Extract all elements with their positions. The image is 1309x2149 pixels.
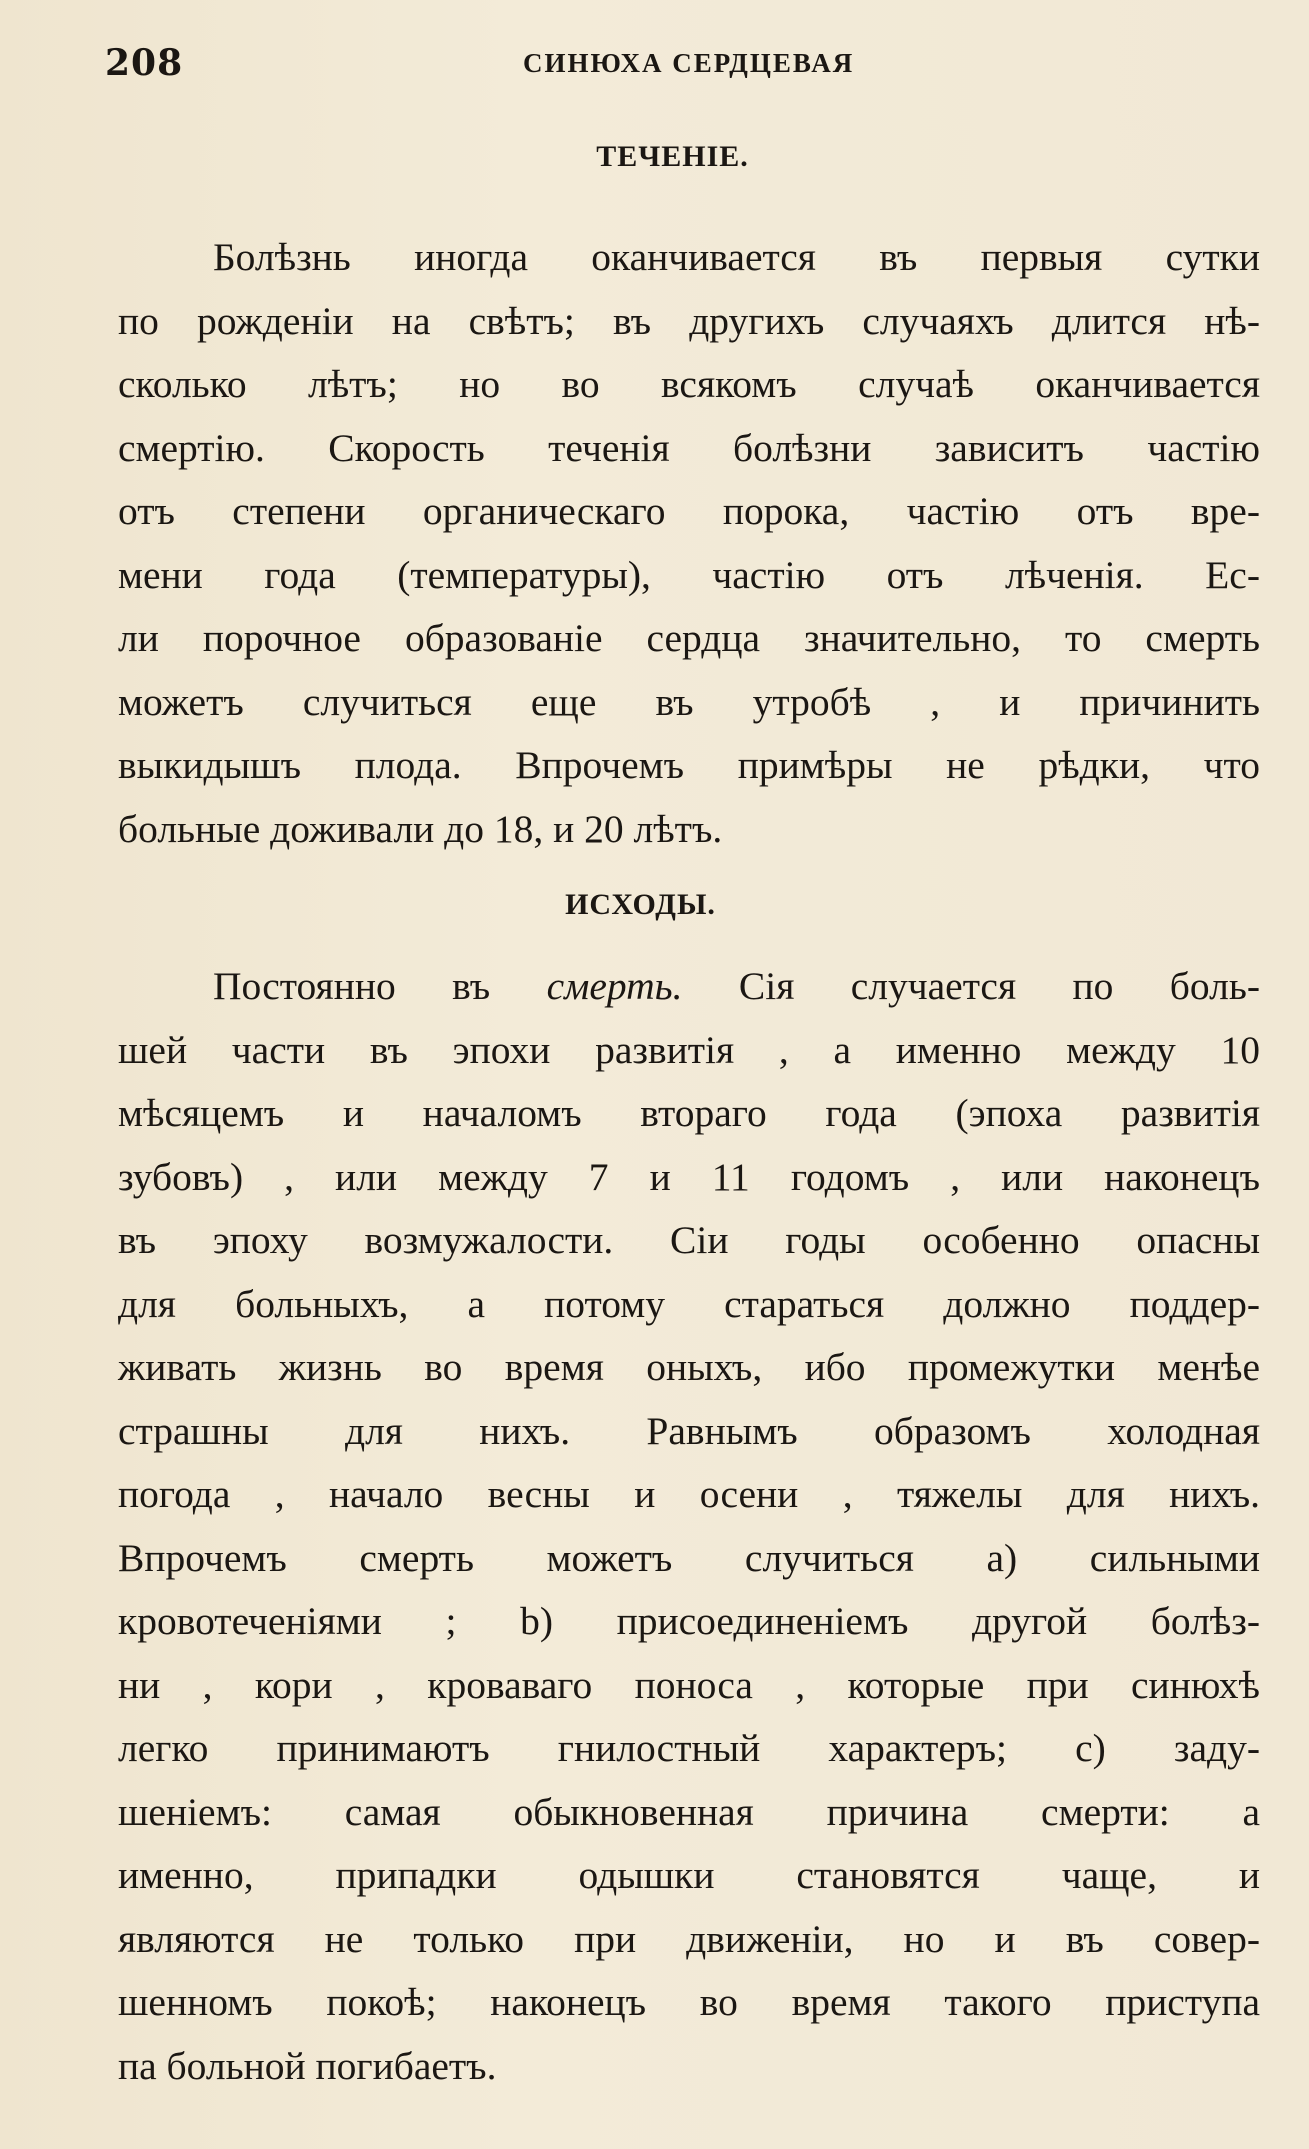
text-line: ни , кори , кроваваго поноса , которые при синюхѣ [118,1662,1260,1707]
text-line: зубовъ) , или между 7 и 11 годомъ , или наконецъ [118,1154,1260,1199]
text-line: страшны для нихъ. Равнымъ образомъ холодная [118,1408,1260,1453]
text-run: Постоянно въ [213,964,547,1008]
text-line-first [118,955,1260,1019]
text-line: для больныхъ, а потому стараться должно поддер- [118,1281,1260,1326]
page-number: 208 [105,42,184,84]
text-line: шей части въ эпохи развитія , а именно между 10 [118,1027,1260,1072]
text-line: шеніемъ: самая обыкновенная причина смерти: а [118,1789,1260,1834]
text-line: мени года (температуры), частію отъ лѣченія. Ес- [118,552,1260,597]
text-line: погода , начало весны и осени , тяжелы для нихъ. [118,1472,1260,1516]
text-line: мѣсяцемъ и началомъ втораго года (эпоха развитія [118,1091,1260,1135]
text-line: шенномъ покоѣ; наконецъ во время такого приступа [118,1980,1260,2024]
paragraph-outcomes [118,955,1260,2098]
text-line: можетъ случиться еще въ утробѣ , и причинить [118,679,1260,724]
section-heading-course: ТЕЧЕНІЕ. [596,140,749,173]
running-title: СИНЮХА СЕРДЦЕВАЯ [523,48,855,78]
text-line: Болѣзнь иногда оканчивается въ первыя сутки [213,235,1260,279]
text-line: больные доживали до 18, и 20 лѣтъ. [118,806,723,851]
text-line: живать жизнь во время оныхъ, ибо промежутки менѣе [118,1345,1260,1389]
text-line: па больной погибаетъ. [118,2043,497,2088]
text-line: смертію. Скорость теченія болѣзни зависитъ частію [118,425,1260,470]
text-line: Впрочемъ смерть можетъ случиться a) сильными [118,1535,1260,1580]
text-line: отъ степени органическаго порока, частію отъ вре- [118,489,1260,533]
text-line: ли порочное образованіе сердца значительно, то смерть [118,616,1260,660]
paragraph-course [118,226,1260,861]
text-line: въ эпоху возмужалости. Сіи годы особенно опасны [118,1218,1260,1262]
text-line: являются не только при движеніи, но и въ совер- [118,1916,1260,1961]
text-line: выкидышъ плода. Впрочемъ примѣры не рѣдки, что [118,743,1260,787]
text-run: Сія случается по боль- [682,964,1261,1008]
text-line: по рожденіи на свѣтъ; въ другихъ случаяхъ длится нѣ- [118,298,1260,343]
text-line: именно, припадки одышки становятся чаще, и [118,1853,1260,1897]
emphasis-word: смерть. [546,964,683,1008]
section-heading-outcomes: ИСХОДЫ. [565,888,716,921]
text-line: кровотеченіями ; b) присоединеніемъ другой болѣз- [118,1599,1260,1643]
text-line: легко принимаютъ гнилостный характеръ; с) заду- [118,1726,1260,1770]
page-header [105,42,1265,92]
text-line: сколько лѣтъ; но во всякомъ случаѣ оканчивается [118,362,1260,406]
